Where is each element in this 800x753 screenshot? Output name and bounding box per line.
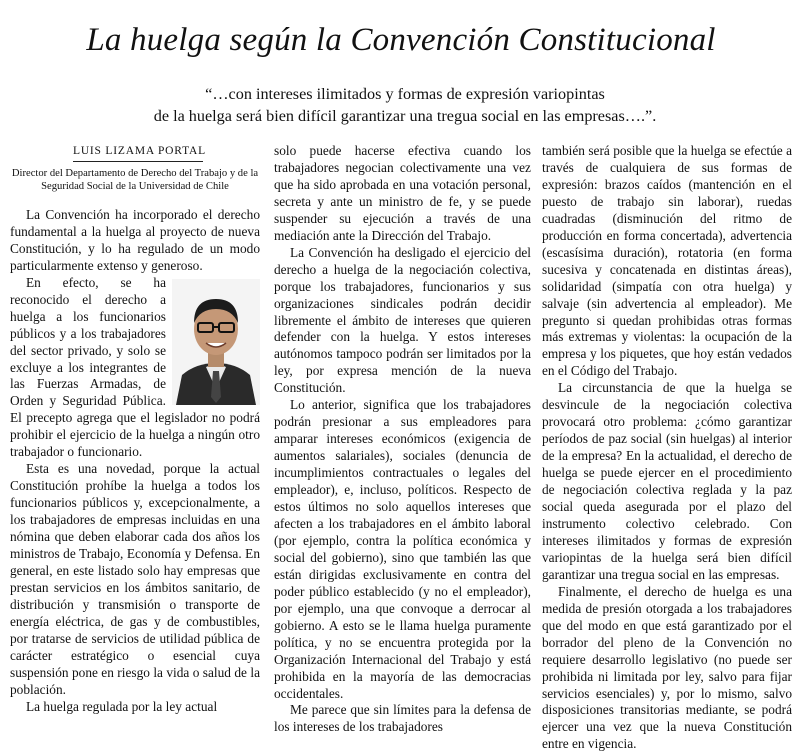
- paragraph: La Convención ha incorporado el derecho fundamental a la huelga al proyecto de nueva Constitución, y lo ha regulado de un modo particularmente extenso y generoso.: [10, 206, 260, 273]
- paragraph: La Convención ha desligado el ejercicio del derecho a huelga de la negociación colectiva, porque los trabajadores, funcionarios y sus organizaciones sindicales podrán decidir libremente el ámbito de intereses que quieren defender con la huelga. Y estos intereses autónomos tampoco podrán ser limitados por la ley, por expresa mención de la nueva Constitución.: [274, 244, 531, 396]
- author-name: LUIS LIZAMA PORTAL: [73, 143, 203, 162]
- author-portrait-icon: [172, 279, 260, 405]
- paragraph: Finalmente, el derecho de huelga es una medida de presión otorgada a los trabajadores que del modo en que está garantizado por el borrador del pleno de la Convención no requiere desarrollo legislativo (no puede ser prohibida ni limitada por ley, salvo para fijar servicios esenciales) y, por lo mismo, salvo disposiciones transitorias mediante, se podrá ejercer una vez que la nueva Constitución entre en vigencia.: [542, 583, 792, 752]
- paragraph: La huelga regulada por la ley actual: [26, 698, 218, 714]
- paragraph: Me parece que sin límites para la defensa de los intereses de los trabajadores: [274, 702, 531, 735]
- paragraph: La circunstancia de que la huelga se desvincule de la negociación colectiva provocará otro problema: ¿cómo garantizar períodos de paz social (sin huelgas) al interior de la empresa? En la actualidad, el derecho de huelga se puede ejercer en el procedimiento de negociación colectiva reglada y la paz social queda asegurada por el plazo del instrumento colectivo celebrado. Con intereses ilimitados y formas de expresión variopintas de la huelga será bien difícil garantizar una tregua social en las empresas.: [542, 380, 792, 582]
- pull-quote-line-2: de la huelga será bien difícil garantizar una tregua social en las empresas….”.: [153, 107, 657, 125]
- headline: La huelga según la Convención Constitucional: [86, 22, 716, 58]
- paragraph: Esta es una novedad, porque la actual Constitución prohíbe la huelga a todos los funcionarios públicos y, excepcionalmente, a los trabajadores de empresas incluidas en una nómina que deben elaborar cada dos años los ministros de Trabajo, Economía y Defensa. En general, en este listado solo hay empresas que prestan servicios en los ámbitos sanitario, de distribución y transmisión o transporte de energía eléctrica, de gas y de combustibles, por tratarse de servicios de utilidad pública de carácter estratégico o esencial cuya suspensión pone en riesgo la vida o salud de la población.: [10, 461, 260, 697]
- pull-quote: [70, 83, 740, 127]
- pull-quote-line-1: “…con intereses ilimitados y formas de expresión variopintas: [205, 85, 605, 103]
- author-role: Director del Departamento de Derecho del Trabajo y de la Seguridad Social de la Universidad de Chile: [11, 167, 259, 192]
- paragraph: solo puede hacerse efectiva cuando los trabajadores negocian colectivamente una vez que ha sido aprobada en una votación personal, secreta y ante un ministro de fe, y se puede suspender su ejecución a través de una mediación ante la Dirección del Trabajo.: [274, 143, 531, 243]
- author-photo: [172, 279, 260, 405]
- column-1: [10, 143, 260, 728]
- paragraph: En efecto, se ha reconocido el derecho a huelga a los funcionarios públicos y a los trabajadores del sector privado, y solo se excluye a los integrantes de las Fuerzas Armadas, de Orden y Seguridad Pública. El precepto agrega que el legislador no podrá prohibir el ejercicio de la huelga a ningún otro trabajador o funcionario.: [10, 274, 260, 460]
- paragraph: Lo anterior, significa que los trabajadores podrán presionar a sus empleadores para amparar intereses económicos (exigencia de aumentos salariales), sociales (denuncia de incumplimientos contractuales o legales del empleador), e, incluso, políticos. Respecto de estos últimos no solo aquellos intereses que afecten a los trabajadores en el ámbito laboral (por ejemplo, contra la política económica y social del gobierno), sino que también las que están dirigidas exclusivamente en contra del poder público establecido (y no el empleador), por ejemplo, una que convoque a derrocar al gobierno. A esto se le llama huelga puramente política, y no se encuentra protegida por la Organización Internacional del Trabajo y está prohibida en la mayoría de las democracias occidentales.: [274, 397, 531, 701]
- column-2: [274, 143, 531, 735]
- paragraph: también será posible que la huelga se efectúe a través de cualquiera de sus formas de expresión: brazos caídos (mantención en el puesto de trabajo sin laborar), ruedas cuadradas (disminución del ritmo de producción en forma concertada), advertencia (escasísima duración), rotatoria (en forma sucesiva y concatenada en distintas áreas), solidaridad (simpatía con otra huelga) y salvaje (sin advertencia al empleador). Me pregunto si quedan prohibidas otras formas más extremas y violentas: la ocupación de la empresa y los piquetes, que hoy están vedados en el Código del Trabajo.: [542, 143, 792, 379]
- column-3: [542, 143, 792, 752]
